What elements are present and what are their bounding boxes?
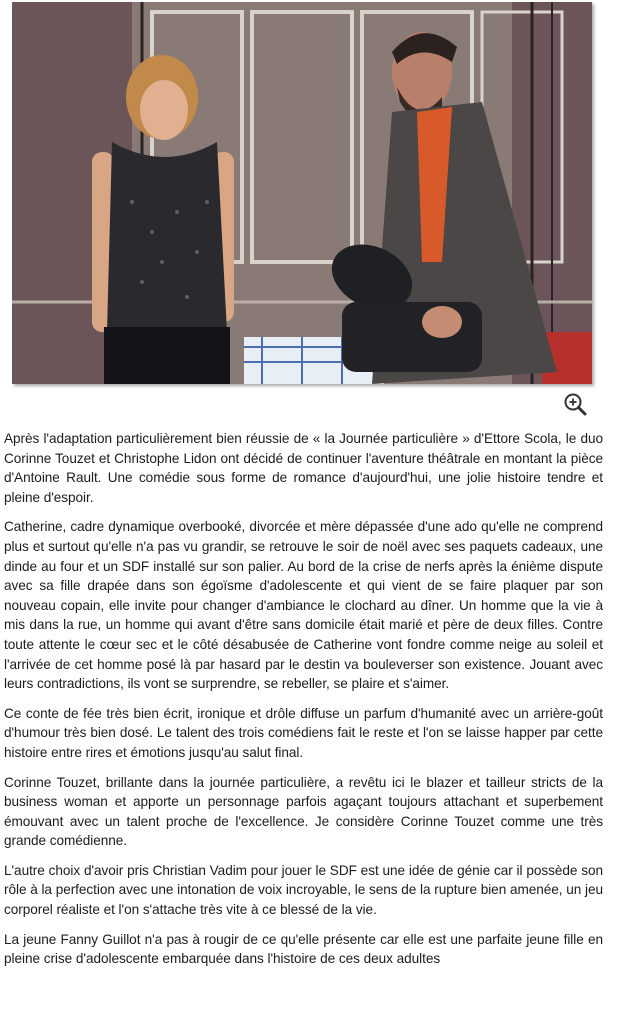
- article-paragraph: Après l'adaptation particulièrement bien réussie de « la Journée particulière » d'Ettore Scola, le duo Corinne Touzet et Christophe Lidon ont décidé de continuer l'aventure théâtrale en montant la pièce d'Antoine Rault. Une comédie sous forme de romance d'aujourd'hui, une jolie histoire tendre et pleine d'espoir.: [4, 431, 603, 505]
- article-paragraph: Corinne Touzet, brillante dans la journée particulière, a revêtu ici le blazer et tailleur stricts de la business woman et apporte un personnage parfois agaçant toujours attachant et superbement émouvant avec un talent proche de l'excellence. Je considère Corinne Touzet comme une très grande comédienne.: [4, 774, 603, 849]
- article-body: [4, 429, 603, 979]
- zoom-in-icon[interactable]: [562, 391, 588, 417]
- article-paragraph: Ce conte de fée très bien écrit, ironique et drôle diffuse un parfum d'humanité avec un arrière-goût d'humour très bien dosé. Le talent des trois comédiens fait le reste et l'on se laisse happer par cette histoire entre rires et émotions jusqu'au salut final.: [4, 705, 603, 760]
- article-paragraph: La jeune Fanny Guillot n'a pas à rougir de ce qu'elle présente car elle est une parfaite jeune fille en pleine crise d'adolescente embarquée dans l'histoire de ces deux adultes: [4, 931, 603, 967]
- theatre-scene-photo: [12, 2, 592, 384]
- article-paragraph: Catherine, cadre dynamique overbooké, divorcée et mère dépassée d'une ado qu'elle ne comprend plus et surtout qu'elle n'a pas vu grandir, se retrouve le soir de noël avec ses paquets cadeaux, une dinde au four et un SDF installé sur son palier. Au bord de la crise de nerfs après la énième dispute avec sa fille drapée dans son égoïsme d'adolescente et qui vient de se faire plaquer par son nouveau copain, elle invite pour changer d'ambiance le clochard au dîner. Un homme que la vie à mis dans la rue, un homme qui avant d'être sans domicile était marié et père de deux filles. Contre toute attente le cœur sec et le côté désabusée de Catherine vont fondre comme neige au soleil et l'arrivée de cet homme posé là par hasard par le destin va bouleverser son existence. Jouant avec leurs contradictions, ils vont se surprendre, se rebeller, se plaire et s'aimer.: [4, 519, 603, 692]
- article-paragraph: L'autre choix d'avoir pris Christian Vadim pour jouer le SDF est une idée de génie car il possède son rôle à la perfection avec une intonation de voix incroyable, le sens de la rupture bien amenée, un jeu corporel réaliste et l'on s'attache très vite à ce blessé de la vie.: [4, 862, 603, 918]
